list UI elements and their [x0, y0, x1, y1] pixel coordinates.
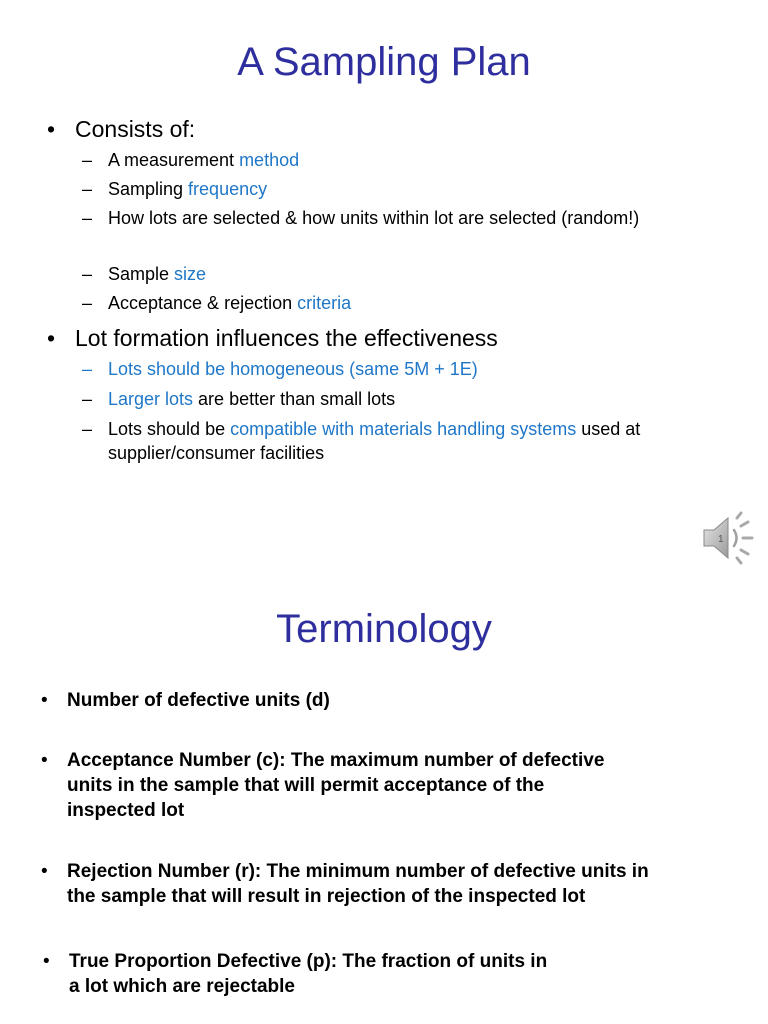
sub-text: Lots should be [108, 419, 231, 439]
sub-item [82, 357, 738, 381]
sub-item [82, 148, 738, 172]
sub-highlight: Lots should be homogeneous (same 5M + 1E) [108, 359, 478, 379]
sub-item [82, 387, 738, 411]
slide2-title: Terminology [276, 607, 492, 651]
term-text: Acceptance Number (c): The maximum number of defective units in the sample that will permit acceptance of the inspected lot [67, 750, 605, 821]
term-text: Number of defective units (d) [67, 690, 330, 711]
term-text: True Proportion Defective (p): The fraction of units in a lot which are rejectable [69, 951, 548, 997]
bullet-text: Lot formation influences the effectiveness [75, 325, 498, 351]
sub-highlight: method [239, 150, 300, 170]
bullet-dot: • [41, 690, 48, 711]
dash-marker: – [82, 359, 93, 379]
dash-marker: – [82, 264, 93, 284]
sub-item [82, 206, 738, 230]
speaker-page-number: 1 [718, 534, 724, 545]
sub-text: Sample [108, 264, 175, 284]
sub-highlight: frequency [188, 179, 268, 199]
bullet-text: Consists of: [75, 116, 196, 142]
term-item [41, 859, 677, 909]
bullet-lot-formation [47, 324, 498, 352]
sub-item [82, 291, 738, 315]
dash-marker: – [82, 150, 93, 170]
term-item [41, 748, 627, 823]
sub-highlight: compatible with materials handling systems [230, 419, 577, 439]
sub-text: are better than small lots [193, 389, 396, 409]
sub-text: How lots are selected & how units within lot are selected (random!) [108, 208, 640, 228]
bullet-consists-of [47, 115, 196, 143]
sub-text: Sampling [108, 179, 189, 199]
term-item [43, 949, 549, 999]
speaker-icon[interactable] [698, 510, 758, 566]
bullet-dot: • [41, 861, 48, 882]
term-text: Rejection Number (r): The minimum number of defective units in the sample that will result in rejection of the inspected lot [67, 861, 649, 907]
sub-highlight: criteria [297, 293, 352, 313]
bullet-dot: • [47, 325, 56, 351]
bullet-dot: • [41, 750, 48, 771]
dash-marker: – [82, 293, 93, 313]
sub-text: Acceptance & rejection [108, 293, 298, 313]
sub-text: A measurement [108, 150, 240, 170]
sub-item [82, 177, 738, 201]
sub-text: used at supplier/consumer facilities [108, 419, 641, 463]
sub-highlight: Larger lots [108, 389, 194, 409]
sub-highlight: size [174, 264, 207, 284]
bullet-dot: • [43, 951, 50, 972]
dash-marker: – [82, 389, 93, 409]
term-item [41, 688, 707, 713]
bullet-dot: • [47, 116, 56, 142]
dash-marker: – [82, 208, 93, 228]
sub-item [82, 262, 738, 286]
slide1-title: A Sampling Plan [237, 40, 531, 84]
dash-marker: – [82, 179, 93, 199]
dash-marker: – [82, 419, 93, 439]
sub-item [82, 417, 738, 465]
